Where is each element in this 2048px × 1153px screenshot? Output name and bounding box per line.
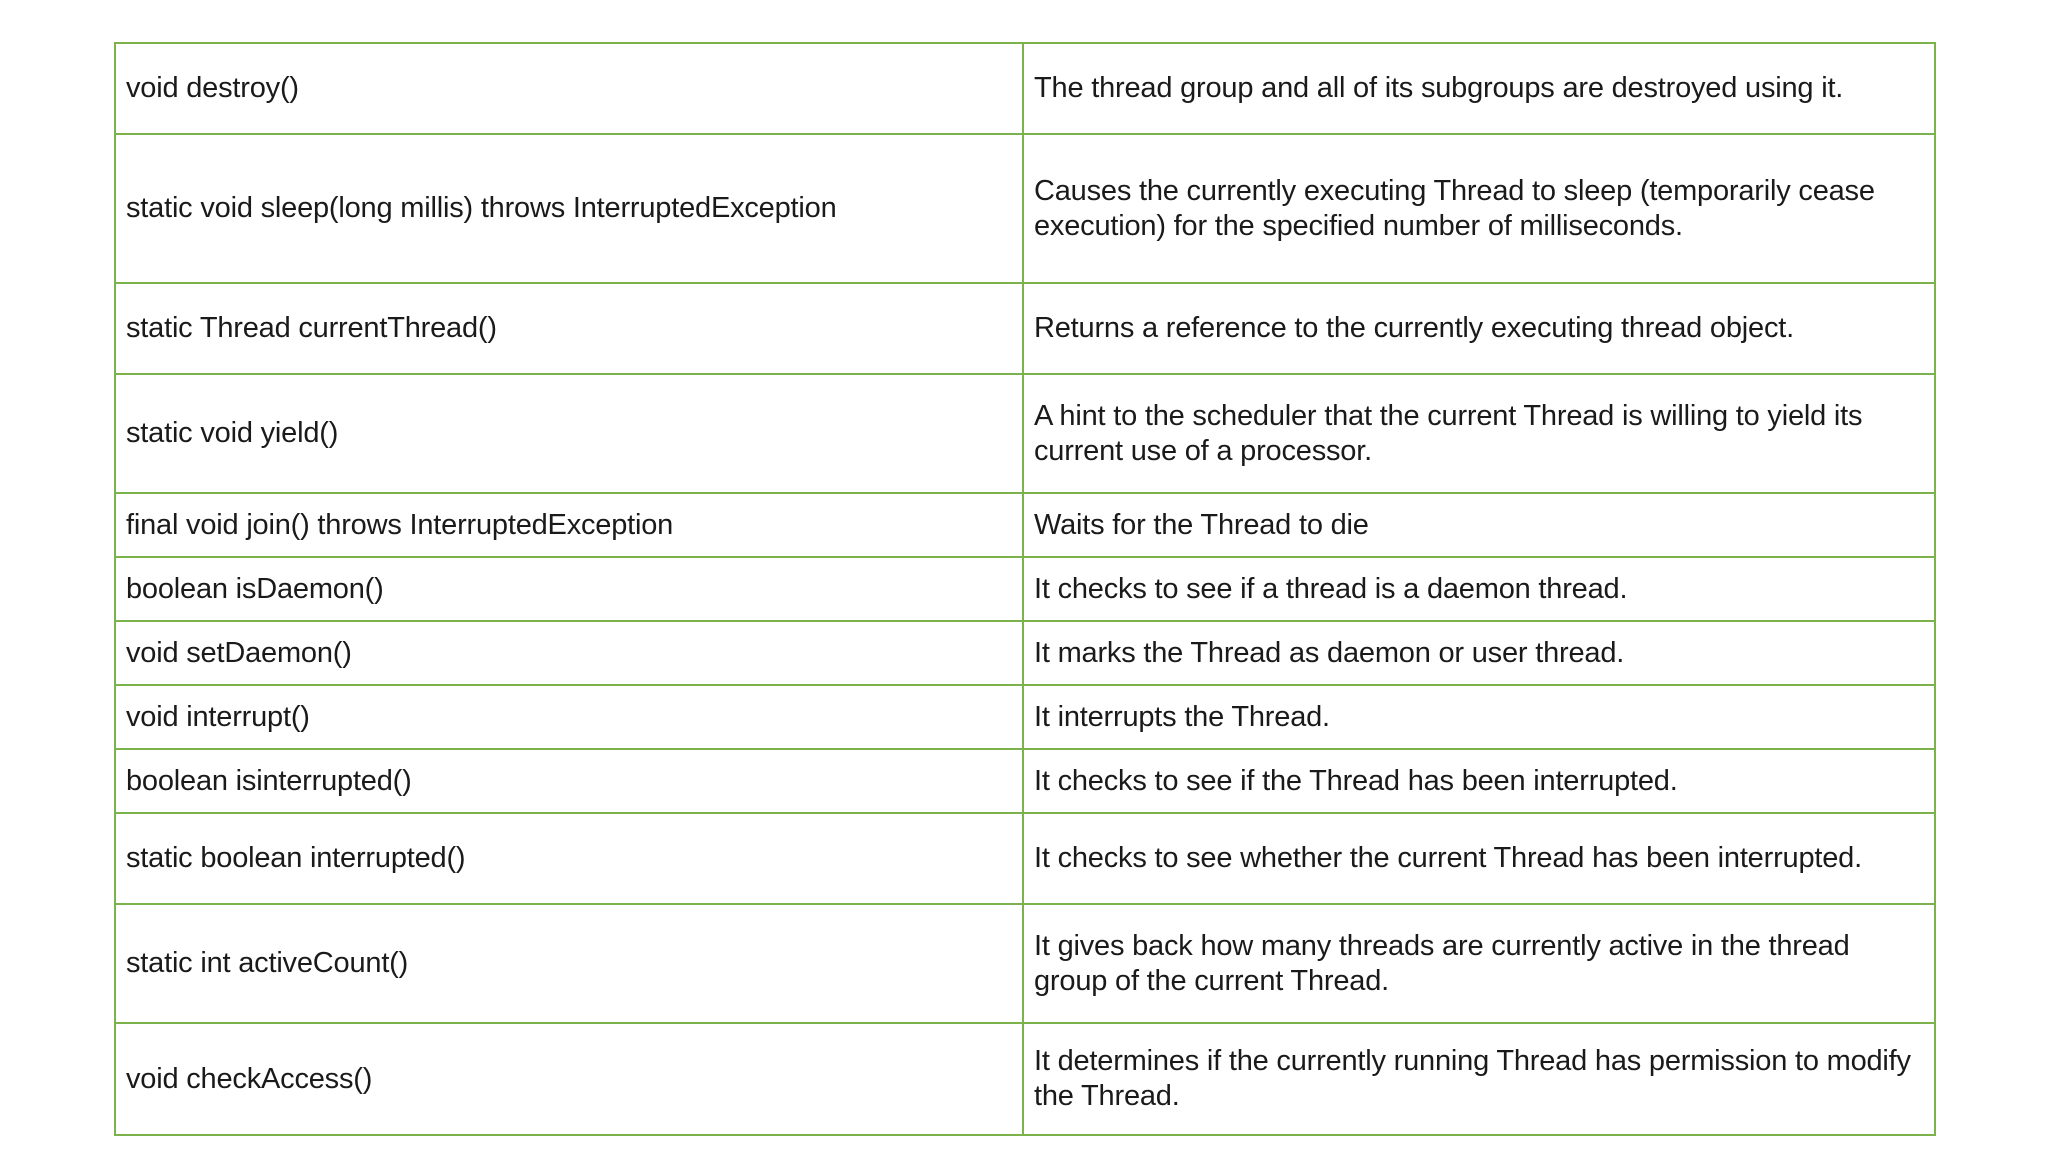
method-signature: void checkAccess() — [115, 1023, 1023, 1135]
method-signature: static void yield() — [115, 374, 1023, 493]
method-description: A hint to the scheduler that the current Thread is willing to yield its current use of a processor. — [1023, 374, 1935, 493]
table-row — [115, 557, 1935, 621]
method-signature: void interrupt() — [115, 685, 1023, 749]
method-description: Waits for the Thread to die — [1023, 493, 1935, 557]
method-description: It gives back how many threads are currently active in the thread group of the current Thread. — [1023, 904, 1935, 1023]
table-row — [115, 621, 1935, 685]
method-description: It checks to see if the Thread has been interrupted. — [1023, 749, 1935, 813]
method-description: The thread group and all of its subgroups are destroyed using it. — [1023, 43, 1935, 134]
table-row — [115, 493, 1935, 557]
table-row — [115, 813, 1935, 904]
thread-methods-table — [114, 42, 1936, 1136]
table-row — [115, 1023, 1935, 1135]
method-signature: void setDaemon() — [115, 621, 1023, 685]
table-row — [115, 685, 1935, 749]
method-signature: void destroy() — [115, 43, 1023, 134]
table-row — [115, 749, 1935, 813]
table-row — [115, 134, 1935, 283]
method-description: It checks to see if a thread is a daemon thread. — [1023, 557, 1935, 621]
method-signature: static Thread currentThread() — [115, 283, 1023, 374]
table-row — [115, 283, 1935, 374]
method-signature: static void sleep(long millis) throws InterruptedException — [115, 134, 1023, 283]
table-row — [115, 374, 1935, 493]
method-description: It marks the Thread as daemon or user thread. — [1023, 621, 1935, 685]
method-description: It determines if the currently running Thread has permission to modify the Thread. — [1023, 1023, 1935, 1135]
method-description: It checks to see whether the current Thread has been interrupted. — [1023, 813, 1935, 904]
method-signature: final void join() throws InterruptedException — [115, 493, 1023, 557]
table-row — [115, 904, 1935, 1023]
method-signature: static boolean interrupted() — [115, 813, 1023, 904]
method-description: Causes the currently executing Thread to sleep (temporarily cease execution) for the specified number of milliseconds. — [1023, 134, 1935, 283]
method-signature: boolean isinterrupted() — [115, 749, 1023, 813]
table-row — [115, 43, 1935, 134]
method-signature: boolean isDaemon() — [115, 557, 1023, 621]
method-signature: static int activeCount() — [115, 904, 1023, 1023]
method-description: It interrupts the Thread. — [1023, 685, 1935, 749]
method-description: Returns a reference to the currently executing thread object. — [1023, 283, 1935, 374]
